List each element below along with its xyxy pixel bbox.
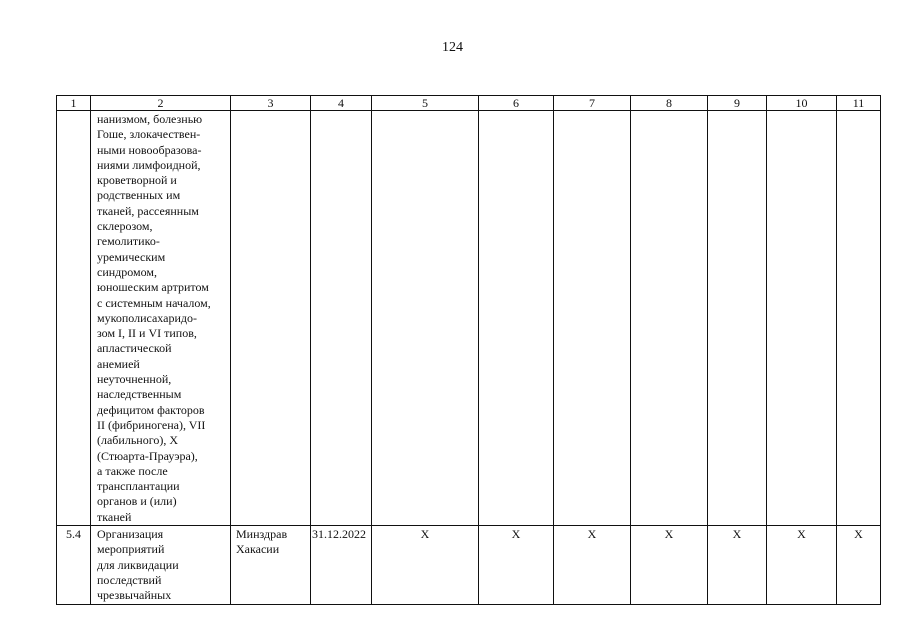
mark-cell (837, 526, 881, 604)
continuation-text-cell (91, 111, 231, 526)
table-row-5-4 (57, 526, 881, 604)
text-line: органов и (или) (97, 494, 177, 509)
text-line: тканей (97, 509, 132, 524)
x-mark: X (732, 527, 742, 542)
text-line: апластической (97, 341, 172, 356)
x-mark: X (420, 527, 430, 542)
x-mark: X (511, 527, 521, 542)
text-line: Гоше, злокачествен- (97, 127, 201, 142)
text-line: (Стюарта-Прауэра), (97, 448, 198, 463)
page-number: 124 (442, 40, 463, 55)
continuation-text (91, 111, 230, 525)
text-line: гемолитико- (97, 234, 160, 249)
table-cell (57, 111, 91, 526)
text-line: нанизмом, болезнью (97, 112, 203, 126)
table-cell (708, 111, 767, 526)
mark-cell (631, 526, 708, 604)
text-line: кроветворной и (97, 173, 177, 188)
text-line: родственных им (97, 188, 181, 203)
text-line: неуточненной, (97, 372, 172, 387)
table-cell (631, 111, 708, 526)
header-cell: 1 (57, 96, 91, 111)
table-row-continuation (57, 111, 881, 526)
row-number: 5.4 (66, 527, 81, 542)
date-cell (311, 526, 372, 604)
x-mark: X (797, 527, 806, 542)
x-mark: X (664, 527, 674, 542)
header-cell: 9 (708, 96, 767, 111)
text-line: наследственным (97, 387, 182, 402)
text-line: с системным началом, (97, 295, 211, 310)
table-cell (767, 111, 837, 526)
text-line: последствий (97, 572, 162, 587)
text-line: анемией (97, 356, 140, 371)
text-line: тканей, рассеянным (97, 203, 199, 218)
text-line: склерозом, (97, 219, 153, 234)
header-cell: 5 (372, 96, 479, 111)
text-line: дефицитом факторов (97, 402, 205, 417)
header-cell: 2 (91, 96, 231, 111)
text-line: чрезвычайных (97, 588, 172, 603)
table-cell (372, 111, 479, 526)
header-cell: 4 (311, 96, 372, 111)
text-line: зом I, II и VI типов, (97, 326, 197, 341)
text-line: Минздрав (236, 527, 288, 542)
activity-name (91, 526, 230, 603)
text-line: Хакасии (236, 542, 280, 557)
text-line: Организация (97, 527, 164, 542)
mark-cell (767, 526, 837, 604)
table-cell (231, 111, 311, 526)
mark-cell (479, 526, 554, 604)
header-cell: 3 (231, 96, 311, 111)
header-cell: 6 (479, 96, 554, 111)
text-line: II (фибриногена), VII (97, 417, 206, 432)
mark-cell (554, 526, 631, 604)
header-cell: 8 (631, 96, 708, 111)
text-line: ниями лимфоидной, (97, 157, 201, 172)
text-line: (лабильного), X (97, 433, 179, 448)
text-line: уремическим (97, 249, 166, 264)
document-table (56, 95, 881, 605)
text-line: юношеским артритом (97, 280, 209, 295)
text-line: мукополисахаридо- (97, 310, 197, 325)
header-cell: 7 (554, 96, 631, 111)
executor-cell (231, 526, 311, 604)
header-cell: 11 (837, 96, 881, 111)
table-header-row (57, 96, 881, 111)
deadline-date: 31.12.2022 (312, 527, 366, 542)
text-line: а также после (97, 463, 168, 478)
activity-name-cell (91, 526, 231, 604)
x-mark: X (854, 527, 863, 542)
text-line: трансплантации (97, 479, 180, 494)
text-line: мероприятий (97, 542, 165, 557)
text-line: для ликвидации (97, 557, 179, 572)
row-number-cell (57, 526, 91, 604)
mark-cell (708, 526, 767, 604)
header-cell: 10 (767, 96, 837, 111)
table-cell (311, 111, 372, 526)
table-cell (837, 111, 881, 526)
x-mark: X (587, 527, 597, 542)
table-cell (554, 111, 631, 526)
text-line: синдромом, (97, 264, 158, 279)
text-line: ными новообразова- (97, 142, 202, 157)
table-cell (479, 111, 554, 526)
executor-name (231, 526, 310, 558)
mark-cell (372, 526, 479, 604)
